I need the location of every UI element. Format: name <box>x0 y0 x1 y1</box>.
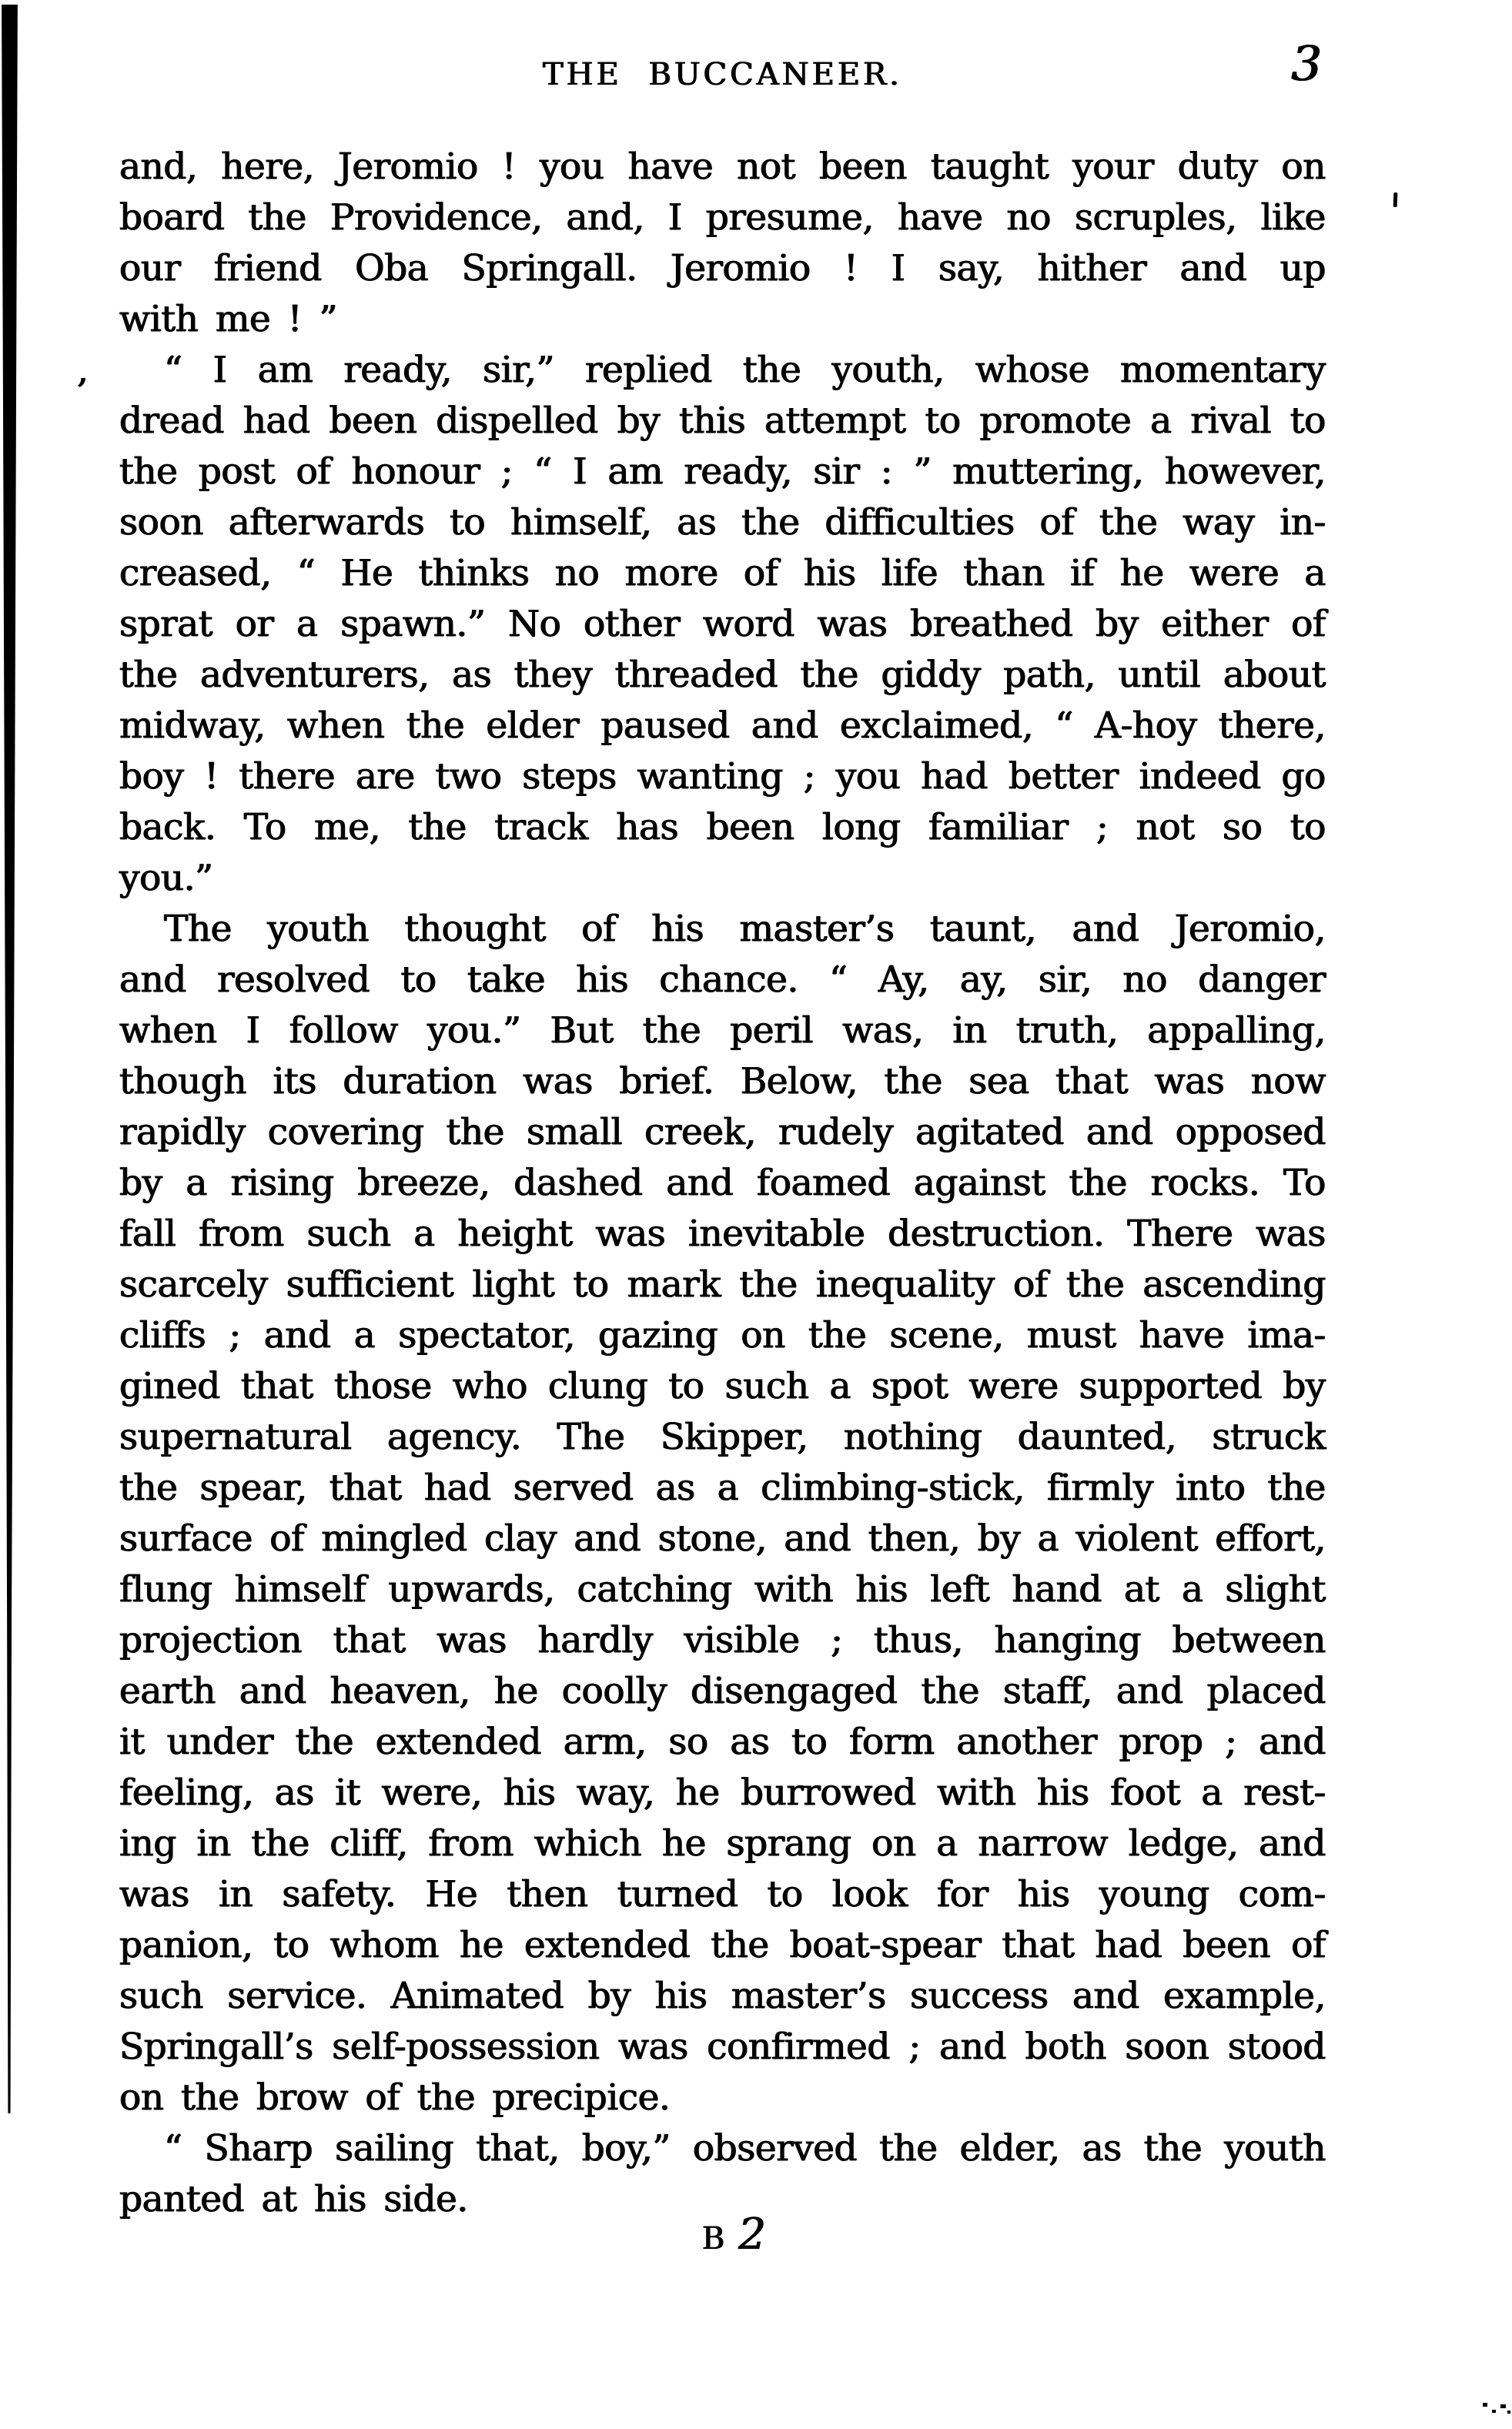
scan-speck <box>1492 2410 1496 2413</box>
text-line: gined that those who clung to such a spot were supported by <box>119 1365 1326 1407</box>
book-title: THE BUCCANEER. <box>543 57 902 92</box>
text-line: panion, to whom he extended the boat-spear that had been of <box>119 1924 1326 1966</box>
text-line: sprat or a spawn.” No other word was breathed by either of <box>119 603 1326 645</box>
text-line: and, here, Jeromio ! you have not been taught your duty on <box>119 146 1326 188</box>
text-line: “ I am ready, sir,” replied the youth, whose momentary <box>164 349 1326 391</box>
text-line: was in safety. He then turned to look for his young com- <box>119 1873 1326 1915</box>
text-line: dread had been dispelled by this attempt to promote a rival to <box>119 400 1326 442</box>
text-line: by a rising breeze, dashed and foamed against the rocks. To <box>119 1162 1326 1204</box>
text-line: panted at his side. <box>119 2178 468 2220</box>
signature-numeral: 2 <box>738 2210 767 2260</box>
text-line: and resolved to take his chance. “ Ay, ay, sir, no danger <box>119 959 1326 1001</box>
text-line: our friend Oba Springall. Jeromio ! I say, hither and up <box>119 247 1326 289</box>
page-number: 3 <box>1291 35 1322 92</box>
text-line: the spear, that had served as a climbing-stick, firmly into the <box>119 1467 1326 1509</box>
text-line: on the brow of the precipice. <box>119 2076 671 2119</box>
scan-speck <box>1500 2404 1506 2408</box>
text-line: ing in the cliff, from which he sprang on a narrow ledge, and <box>119 1822 1326 1865</box>
text-line: such service. Animated by his master’s success and example, <box>119 1975 1326 2017</box>
text-line: rapidly covering the small creek, rudely agitated and opposed <box>119 1111 1326 1153</box>
text-line: with me ! ” <box>119 298 338 340</box>
scan-speck <box>1393 192 1398 207</box>
scan-speck <box>1483 2403 1487 2407</box>
stray-ink-comma-artifact: , <box>77 349 89 391</box>
text-line: scarcely sufficient light to mark the inequality of the ascending <box>119 1263 1326 1306</box>
text-line: board the Providence, and, I presume, have no scruples, like <box>119 196 1326 239</box>
text-line: The youth thought of his master’s taunt, and Jeromio, <box>164 908 1326 950</box>
text-line: boy ! there are two steps wanting ; you had better indeed go <box>119 755 1326 798</box>
text-line: creased, “ He thinks no more of his life than if he were a <box>119 552 1326 594</box>
text-line: feeling, as it were, his way, he burrowed with his foot a rest- <box>119 1772 1326 1814</box>
running-header <box>119 57 1326 92</box>
text-line: soon afterwards to himself, as the difficulties of the way in- <box>119 501 1326 544</box>
text-line: earth and heaven, he coolly disengaged the staff, and placed <box>119 1670 1326 1712</box>
text-line: the post of honour ; “ I am ready, sir : ” muttering, however, <box>119 450 1326 493</box>
scan-gutter-artifact <box>0 5 20 2122</box>
text-line: surface of mingled clay and stone, and then, by a violent effort, <box>119 1517 1326 1560</box>
text-line: cliffs ; and a spectator, gazing on the scene, must have ima- <box>119 1314 1326 1357</box>
text-line: supernatural agency. The Skipper, nothing daunted, struck <box>119 1416 1326 1458</box>
text-line: midway, when the elder paused and exclaimed, “ A-hoy there, <box>119 704 1326 747</box>
signature-letter: B <box>701 2221 725 2257</box>
text-line: back. To me, the track has been long familiar ; not so to <box>119 806 1326 848</box>
text-line: though its duration was brief. Below, the sea that was now <box>119 1060 1326 1102</box>
text-line: you.” <box>119 857 213 899</box>
text-line: projection that was hardly visible ; thus, hanging between <box>119 1619 1326 1661</box>
text-line: it under the extended arm, so as to form another prop ; and <box>119 1721 1326 1763</box>
text-line: when I follow you.” But the peril was, in truth, appalling, <box>119 1009 1326 1052</box>
scan-speck <box>1507 2411 1510 2414</box>
text-line: “ Sharp sailing that, boy,” observed the elder, as the youth <box>164 2127 1326 2170</box>
text-line: flung himself upwards, catching with his left hand at a slight <box>119 1568 1326 1611</box>
text-block <box>119 142 1326 2225</box>
text-line: fall from such a height was inevitable destruction. There was <box>119 1213 1326 1255</box>
text-line: Springall’s self-possession was confirmed ; and both soon stood <box>119 2026 1326 2068</box>
printer-signature <box>119 2210 1326 2260</box>
text-line: the adventurers, as they threaded the giddy path, until about <box>119 654 1326 696</box>
